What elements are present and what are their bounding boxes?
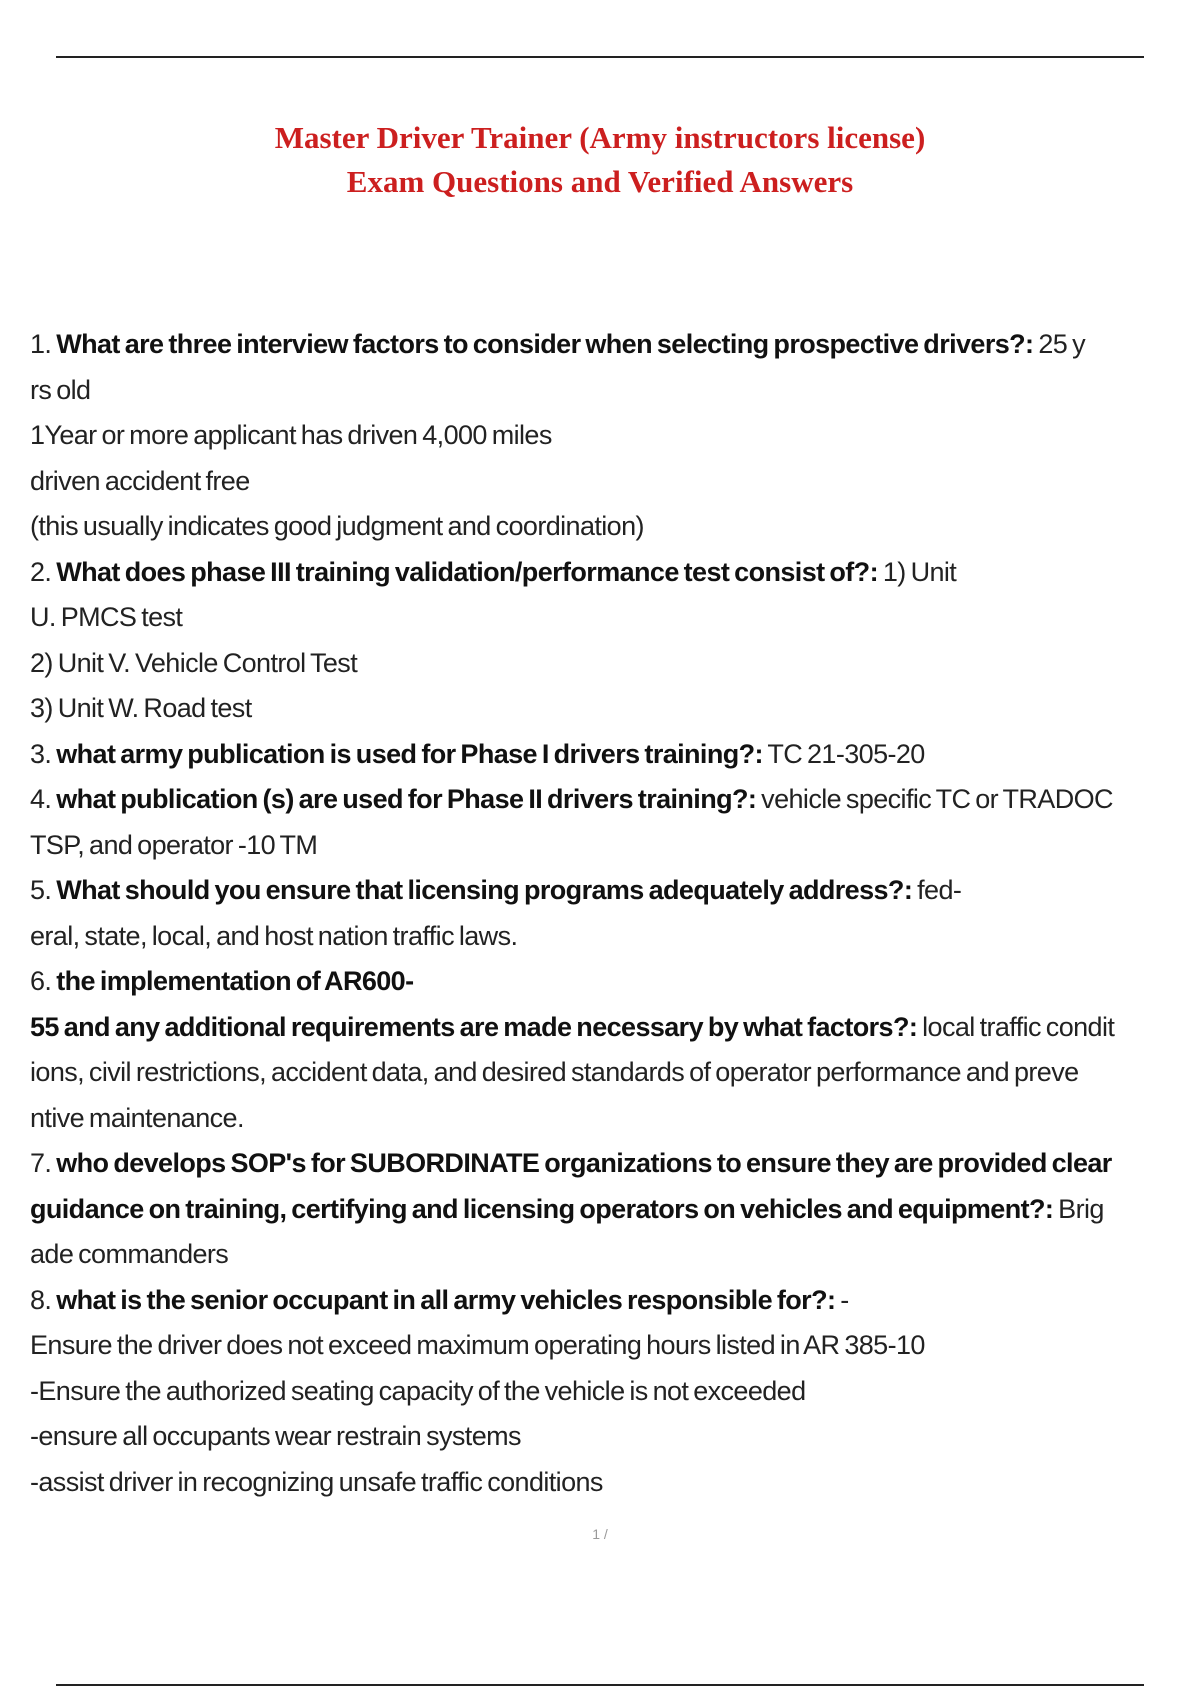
text-line: ntive maintenance.: [30, 1102, 244, 1133]
text-line: TSP, and operator -10 TM: [30, 829, 318, 860]
text-line: rs old: [30, 374, 91, 405]
qa-content: [30, 322, 1190, 1505]
text-line: ade commanders: [30, 1239, 229, 1269]
text-line: ions, civil restrictions, accident data, and desired standards of operator performance and preve: [30, 1057, 1079, 1087]
text-line: -Ensure the authorized seating capacity of the vehicle is not exceeded: [30, 1375, 806, 1406]
text-line: 6. the implementation of AR600-: [30, 966, 414, 996]
title-line-2: Exam Questions and Verified Answers: [346, 164, 854, 199]
text-line: 3. what army publication is used for Phase I drivers training?: TC 21-305-20: [30, 738, 925, 769]
text-line: -ensure all occupants wear restrain systems: [30, 1421, 521, 1451]
text-line: guidance on training, certifying and licensing operators on vehicles and equipment?: Brig: [30, 1193, 1104, 1224]
text-line: 5. What should you ensure that licensing programs adequately address?: fed-: [30, 875, 962, 905]
text-line: 2. What does phase III training validation/performance test consist of?: 1) Unit: [30, 556, 957, 587]
text-line: eral, state, local, and host nation traffic laws.: [30, 920, 518, 951]
text-line: 7. who develops SOP's for SUBORDINATE organizations to ensure they are provided clear: [30, 1148, 1112, 1178]
title-line-1: Master Driver Trainer (Army instructors license): [274, 120, 926, 155]
text-line: 1Year or more applicant has driven 4,000 miles: [30, 420, 552, 450]
text-line: (this usually indicates good judgment and coordination): [30, 511, 644, 541]
text-line: -assist driver in recognizing unsafe traffic conditions: [30, 1466, 603, 1497]
document-title: [0, 116, 1200, 204]
text-line: 4. what publication (s) are used for Phase II drivers training?: vehicle specific TC or TRADOC: [30, 784, 1113, 814]
text-line: 3) Unit W. Road test: [30, 693, 252, 723]
bottom-rule: [56, 1684, 1144, 1686]
text-line: U. PMCS test: [30, 602, 183, 632]
page-number: 1 /: [592, 1526, 608, 1542]
text-line: 2) Unit V. Vehicle Control Test: [30, 647, 358, 678]
top-rule: [56, 56, 1144, 58]
text-line: driven accident free: [30, 465, 250, 496]
text-line: 55 and any additional requirements are made necessary by what factors?: local traffic condit: [30, 1011, 1115, 1042]
text-line: 8. what is the senior occupant in all army vehicles responsible for?: -: [30, 1284, 849, 1315]
text-line: Ensure the driver does not exceed maximum operating hours listed in AR 385-10: [30, 1330, 925, 1360]
text-line: 1. What are three interview factors to consider when selecting prospective drivers?: 25 y: [30, 329, 1085, 359]
